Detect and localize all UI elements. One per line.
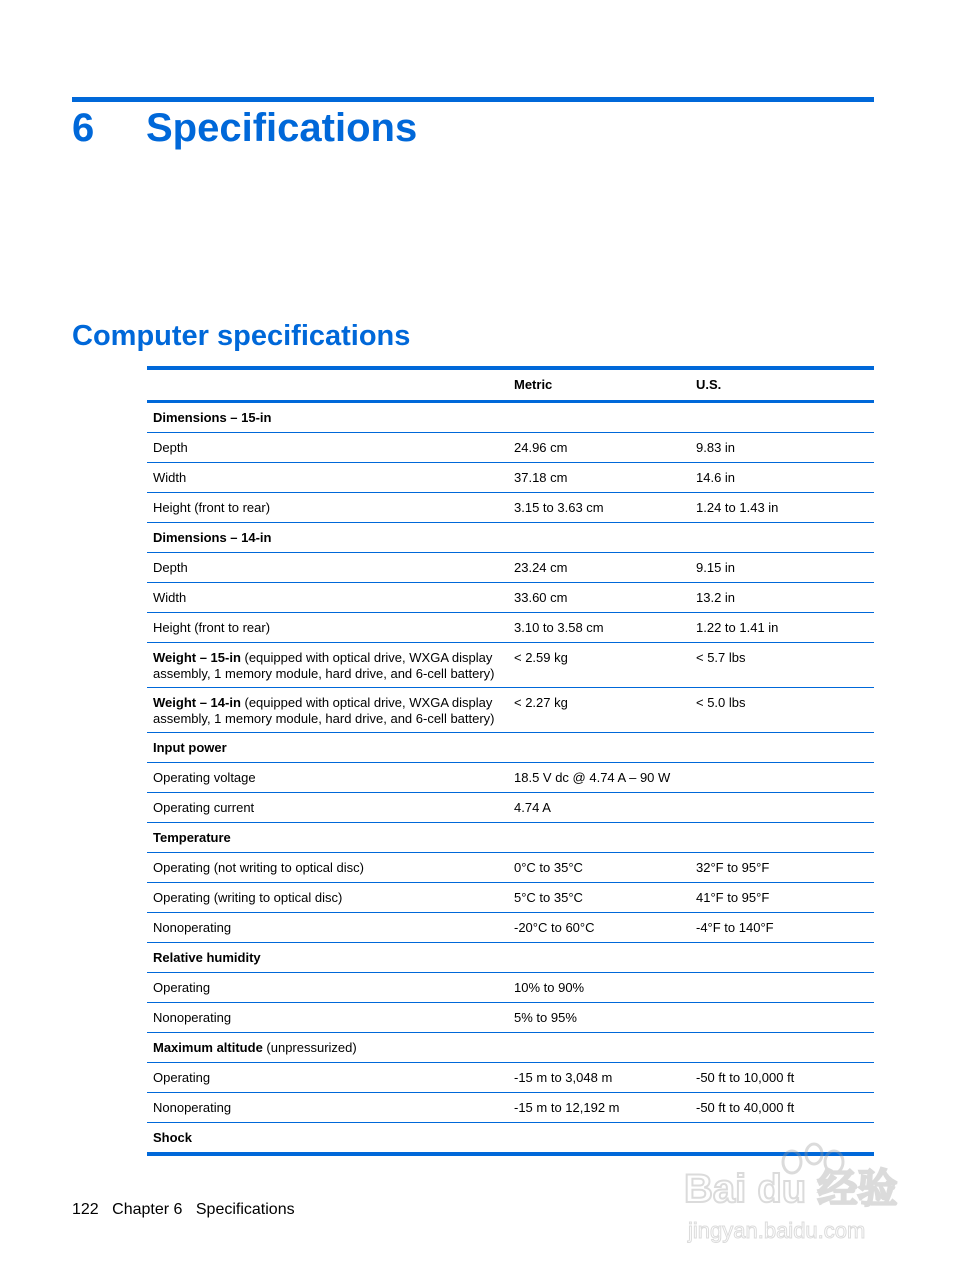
metric-value: 5°C to 35°C bbox=[508, 883, 690, 913]
spec-label-cell bbox=[147, 613, 508, 643]
table-row bbox=[147, 883, 874, 913]
metric-value: < 2.27 kg bbox=[508, 688, 690, 733]
spec-label-cell bbox=[147, 433, 508, 463]
metric-value: 24.96 cm bbox=[508, 433, 690, 463]
us-value: 9.83 in bbox=[690, 433, 874, 463]
us-value: 1.22 to 1.41 in bbox=[690, 613, 874, 643]
table-row bbox=[147, 1093, 874, 1123]
table-row bbox=[147, 973, 874, 1003]
spec-label: (equipped with optical drive, WXGA display assembly, 1 memory module, hard drive, and 6-cell battery) bbox=[153, 695, 496, 726]
spec-label: Operating bbox=[153, 979, 211, 995]
table-row bbox=[147, 688, 874, 733]
spec-label: Operating (writing to optical disc) bbox=[153, 889, 343, 905]
us-value: < 5.7 lbs bbox=[690, 643, 874, 688]
spec-label-cell bbox=[147, 553, 508, 583]
metric-value bbox=[508, 1123, 690, 1155]
table-row bbox=[147, 463, 874, 493]
table-row bbox=[147, 853, 874, 883]
chapter-number: 6 bbox=[72, 105, 95, 150]
spec-label-cell bbox=[147, 793, 508, 823]
metric-value bbox=[508, 523, 690, 553]
spec-label-cell bbox=[147, 643, 508, 688]
column-header-item bbox=[147, 368, 508, 402]
spec-group-label: Dimensions – 15-in bbox=[153, 409, 272, 425]
metric-value bbox=[508, 402, 690, 433]
metric-value bbox=[508, 943, 690, 973]
us-value bbox=[690, 973, 874, 1003]
table-row bbox=[147, 402, 874, 433]
spec-label-cell bbox=[147, 763, 508, 793]
metric-value: -15 m to 3,048 m bbox=[508, 1063, 690, 1093]
footer-chapter-label: Chapter 6 bbox=[112, 1201, 183, 1218]
table-row bbox=[147, 523, 874, 553]
table-row bbox=[147, 493, 874, 523]
us-value bbox=[690, 523, 874, 553]
watermark-url: jingyan.baidu.com bbox=[688, 1218, 866, 1243]
table-row bbox=[147, 793, 874, 823]
table-row bbox=[147, 913, 874, 943]
us-value bbox=[690, 402, 874, 433]
spec-group-label: Dimensions – 14-in bbox=[153, 529, 272, 545]
us-value: 41°F to 95°F bbox=[690, 883, 874, 913]
table-row bbox=[147, 1003, 874, 1033]
footer-chapter-title: Specifications bbox=[195, 1201, 295, 1218]
spec-label: Depth bbox=[153, 439, 188, 455]
us-value: 14.6 in bbox=[690, 463, 874, 493]
metric-value: -15 m to 12,192 m bbox=[508, 1093, 690, 1123]
spec-label-cell bbox=[147, 1063, 508, 1093]
spec-group-label: Maximum altitude bbox=[153, 1039, 263, 1055]
spec-label: Depth bbox=[153, 559, 188, 575]
metric-value bbox=[508, 1033, 690, 1063]
spec-label-cell bbox=[147, 1123, 508, 1155]
us-value bbox=[690, 823, 874, 853]
spec-group-label: Weight – 14-in bbox=[153, 695, 241, 710]
baidu-watermark-logo bbox=[680, 1140, 905, 1250]
metric-value: < 2.59 kg bbox=[508, 643, 690, 688]
spec-label-cell bbox=[147, 883, 508, 913]
us-value bbox=[690, 1033, 874, 1063]
metric-value: 3.10 to 3.58 cm bbox=[508, 613, 690, 643]
spec-label-cell bbox=[147, 402, 508, 433]
spec-label-cell bbox=[147, 523, 508, 553]
metric-value: 0°C to 35°C bbox=[508, 853, 690, 883]
us-value bbox=[690, 733, 874, 763]
us-value: -50 ft to 10,000 ft bbox=[690, 1063, 874, 1093]
metric-value bbox=[508, 823, 690, 853]
metric-value: 4.74 A bbox=[508, 793, 690, 823]
specifications-table-body bbox=[147, 368, 874, 1154]
table-row bbox=[147, 733, 874, 763]
us-value: 1.24 to 1.43 in bbox=[690, 493, 874, 523]
column-header-metric: Metric bbox=[508, 368, 690, 402]
us-value: 32°F to 95°F bbox=[690, 853, 874, 883]
table-row bbox=[147, 763, 874, 793]
watermark-brand: Bai du 经验 bbox=[684, 1167, 898, 1211]
spec-label-cell bbox=[147, 688, 508, 733]
metric-value: 33.60 cm bbox=[508, 583, 690, 613]
page-footer bbox=[72, 1201, 304, 1219]
spec-group-label: Relative humidity bbox=[153, 949, 261, 965]
spec-label: (equipped with optical drive, WXGA display assembly, 1 memory module, hard drive, and 6-cell battery) bbox=[153, 650, 496, 681]
specifications-table bbox=[147, 366, 874, 1156]
spec-label: Height (front to rear) bbox=[153, 499, 271, 515]
spec-label-cell bbox=[147, 943, 508, 973]
spec-label: Operating bbox=[153, 1069, 211, 1085]
table-row bbox=[147, 943, 874, 973]
us-value: < 5.0 lbs bbox=[690, 688, 874, 733]
spec-label: Nonoperating bbox=[153, 1099, 232, 1115]
table-row bbox=[147, 1063, 874, 1093]
spec-label-cell bbox=[147, 853, 508, 883]
spec-group-label: Temperature bbox=[153, 829, 231, 845]
us-value: -50 ft to 40,000 ft bbox=[690, 1093, 874, 1123]
column-header-us: U.S. bbox=[690, 368, 874, 402]
spec-label-cell bbox=[147, 463, 508, 493]
table-row bbox=[147, 823, 874, 853]
spec-label-cell bbox=[147, 733, 508, 763]
us-value: 13.2 in bbox=[690, 583, 874, 613]
metric-value: 3.15 to 3.63 cm bbox=[508, 493, 690, 523]
page-number: 122 bbox=[72, 1201, 99, 1218]
spec-label-cell bbox=[147, 583, 508, 613]
spec-group-label: Shock bbox=[153, 1129, 193, 1145]
metric-value: 23.24 cm bbox=[508, 553, 690, 583]
spec-group-label: Weight – 15-in bbox=[153, 650, 241, 665]
chapter-title: Specifications bbox=[146, 105, 418, 150]
spec-label-cell bbox=[147, 1093, 508, 1123]
spec-label: (unpressurized) bbox=[262, 1039, 357, 1055]
us-value: -4°F to 140°F bbox=[690, 913, 874, 943]
us-value bbox=[690, 763, 874, 793]
spec-label-cell bbox=[147, 823, 508, 853]
metric-value: 37.18 cm bbox=[508, 463, 690, 493]
table-row bbox=[147, 583, 874, 613]
table-header-row bbox=[147, 368, 874, 402]
spec-label: Operating (not writing to optical disc) bbox=[153, 859, 364, 875]
spec-label: Nonoperating bbox=[153, 919, 232, 935]
spec-label: Operating current bbox=[153, 799, 255, 815]
spec-group-label: Input power bbox=[153, 739, 227, 755]
spec-label-cell bbox=[147, 973, 508, 1003]
metric-value: 10% to 90% bbox=[508, 973, 690, 1003]
table-row bbox=[147, 1033, 874, 1063]
metric-value: -20°C to 60°C bbox=[508, 913, 690, 943]
spec-label-cell bbox=[147, 913, 508, 943]
metric-value: 5% to 95% bbox=[508, 1003, 690, 1033]
metric-value: 18.5 V dc @ 4.74 A – 90 W bbox=[508, 763, 690, 793]
chapter-heading bbox=[72, 102, 417, 154]
us-value: 9.15 in bbox=[690, 553, 874, 583]
table-row bbox=[147, 613, 874, 643]
spec-label: Height (front to rear) bbox=[153, 619, 271, 635]
table-row bbox=[147, 553, 874, 583]
table-row bbox=[147, 643, 874, 688]
metric-value bbox=[508, 733, 690, 763]
us-value bbox=[690, 1003, 874, 1033]
section-title: Computer specifications bbox=[72, 320, 411, 352]
spec-label: Nonoperating bbox=[153, 1009, 232, 1025]
spec-label-cell bbox=[147, 493, 508, 523]
spec-label: Width bbox=[153, 589, 187, 605]
table-row bbox=[147, 433, 874, 463]
us-value bbox=[690, 793, 874, 823]
us-value bbox=[690, 943, 874, 973]
spec-label: Width bbox=[153, 469, 187, 485]
spec-label-cell bbox=[147, 1033, 508, 1063]
spec-label-cell bbox=[147, 1003, 508, 1033]
spec-label: Operating voltage bbox=[153, 769, 256, 785]
